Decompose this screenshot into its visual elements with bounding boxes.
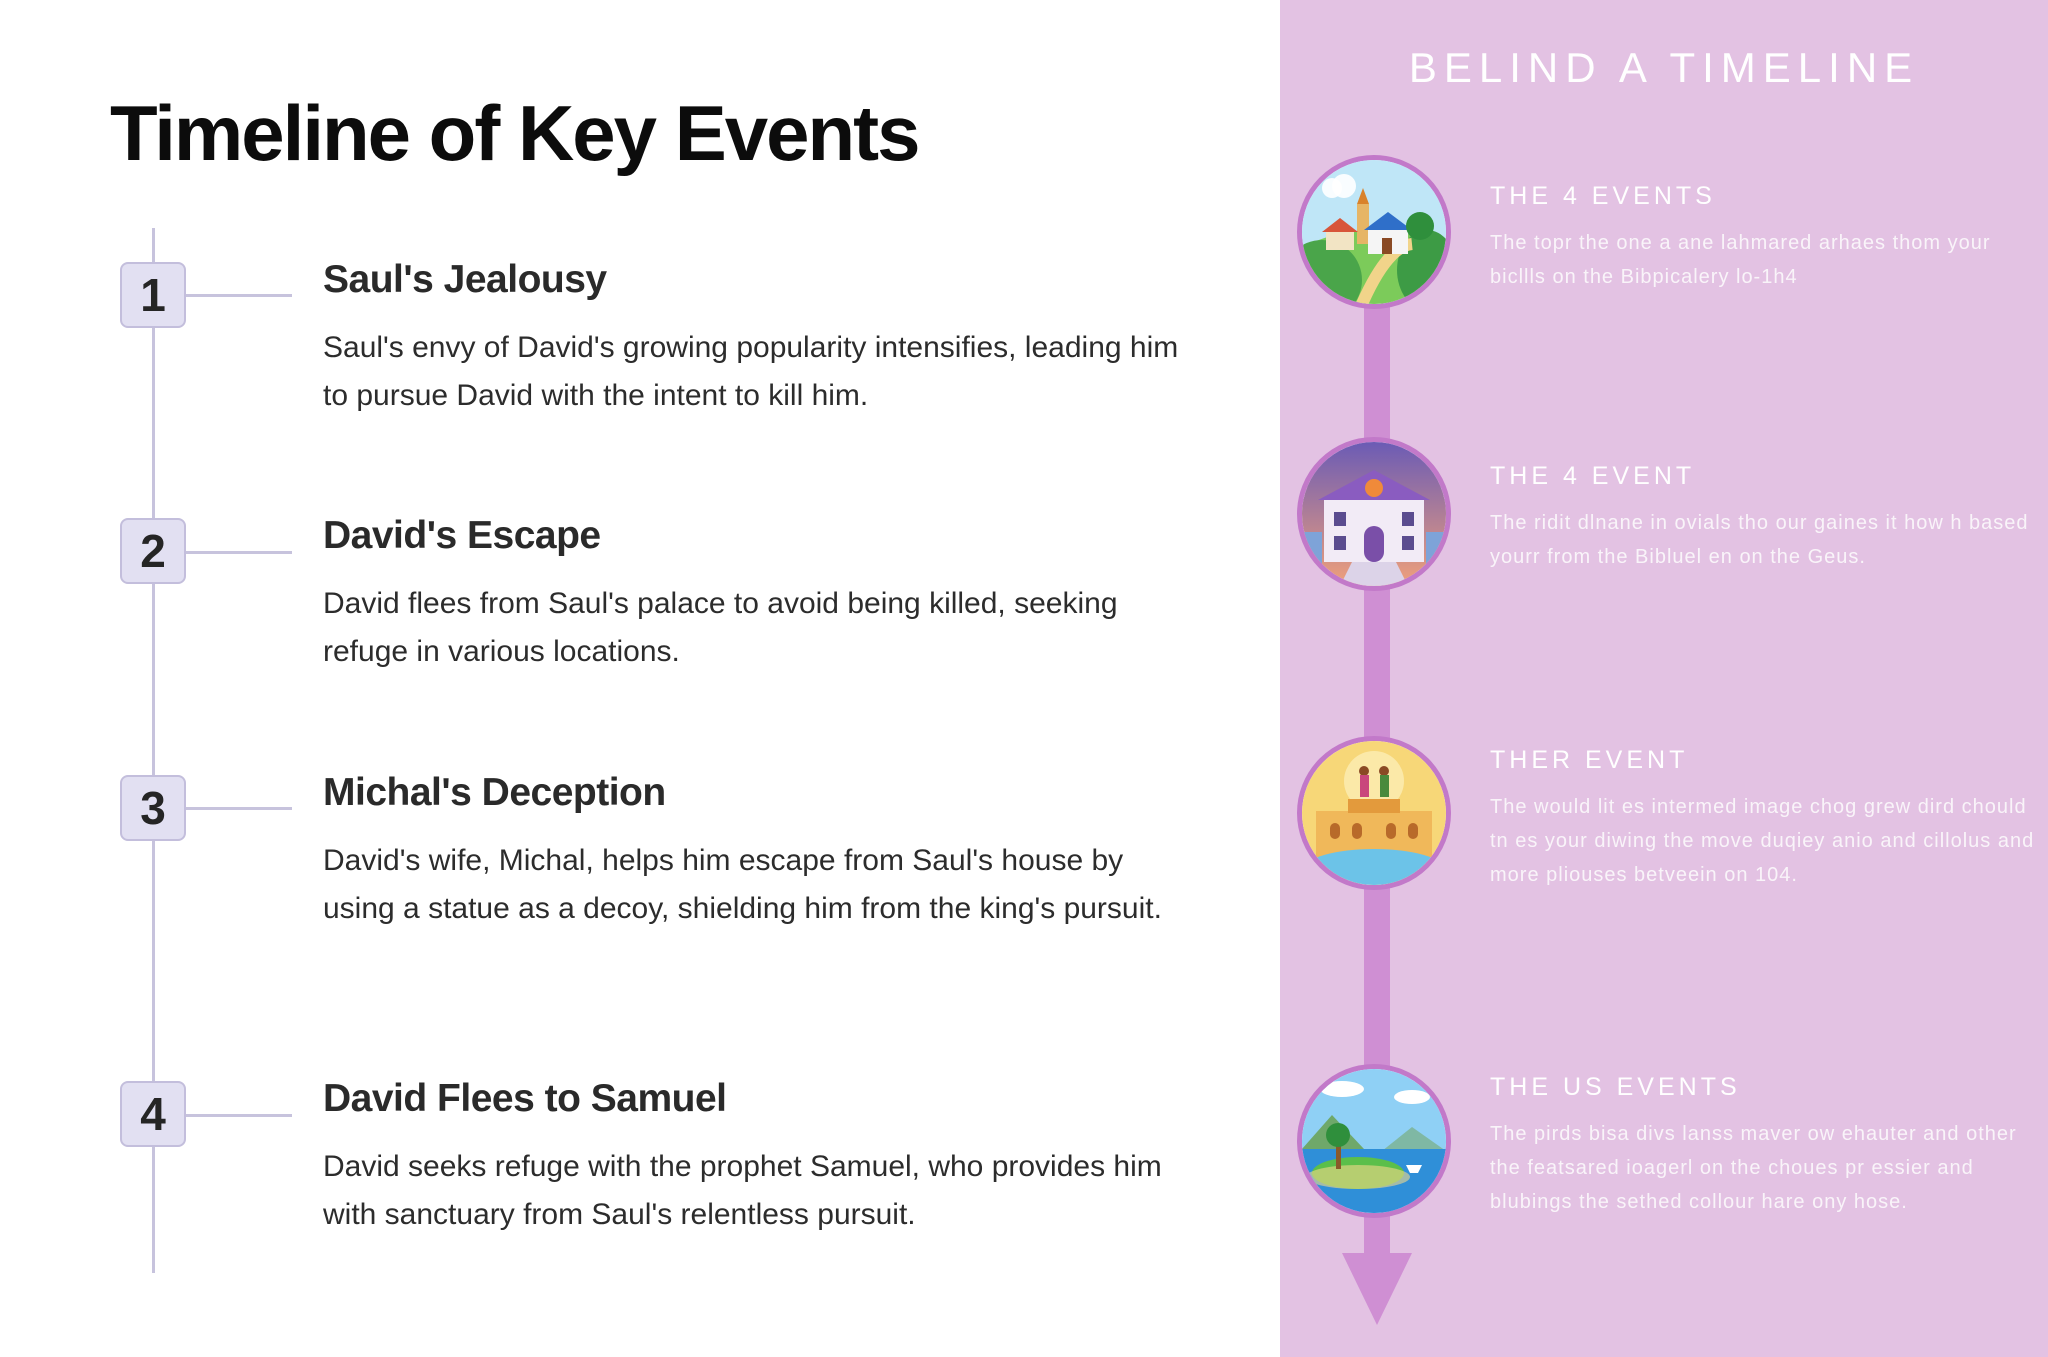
illustration-text: The topr the one a ane lahmared arhaes thom your bicllls on the Bibpicalery lo-1h4 xyxy=(1490,232,1991,288)
page-title: Timeline of Key Events xyxy=(110,89,919,177)
city-illustration-icon xyxy=(1297,736,1451,890)
illustration-panel xyxy=(1280,0,2048,1357)
illustration-heading: THER EVENT xyxy=(1490,746,1689,774)
event-number-badge: 1 xyxy=(120,262,186,328)
event-number-badge: 2 xyxy=(120,518,186,584)
event-heading: David Flees to Samuel xyxy=(323,1077,727,1120)
island-illustration-icon xyxy=(1297,1064,1451,1218)
event-connector xyxy=(186,1114,292,1117)
illustration-heading: THE 4 EVENT xyxy=(1490,462,1696,490)
event-description: Saul's envy of David's growing popularity intensifies, leading him to pursue David with the intent to kill him. xyxy=(323,331,1179,412)
arrow-down-icon xyxy=(1342,1253,1412,1325)
event-number-badge: 3 xyxy=(120,775,186,841)
illustration-heading: THE US EVENTS xyxy=(1490,1073,1741,1101)
illustration-heading: THE 4 EVENTS xyxy=(1490,182,1716,210)
illustration-text: The pirds bisa divs lanss maver ow ehauter and other the featsared ioagerl on the choues pr essier and blubings the sethed collour hare ony hose. xyxy=(1490,1123,2017,1213)
village-illustration-icon xyxy=(1297,155,1451,309)
event-connector xyxy=(186,551,292,554)
event-description: David's wife, Michal, helps him escape from Saul's house by using a statue as a decoy, shielding him from the king's pursuit. xyxy=(323,844,1162,925)
event-description: David flees from Saul's palace to avoid being killed, seeking refuge in various locations. xyxy=(323,587,1118,668)
event-number-badge: 4 xyxy=(120,1081,186,1147)
illustration-title: BELIND A TIMELINE xyxy=(1408,44,1920,91)
event-connector xyxy=(186,294,292,297)
event-description: David seeks refuge with the prophet Samuel, who provides him with sanctuary from Saul's relentless pursuit. xyxy=(323,1150,1162,1231)
palace-illustration-icon xyxy=(1297,437,1451,591)
event-connector xyxy=(186,807,292,810)
event-heading: Saul's Jealousy xyxy=(323,258,607,301)
illustration-text: The would lit es intermed image chog grew dird chould tn es your diwing the move duqiey anio and cillolus and more pliouses betveein on 104. xyxy=(1490,796,2035,886)
event-heading: David's Escape xyxy=(323,514,601,557)
illustration-text: The ridit dlnane in ovials tho our gaines it how h based yourr from the Bibluel en on the Geus. xyxy=(1490,512,2029,568)
event-heading: Michal's Deception xyxy=(323,771,666,814)
